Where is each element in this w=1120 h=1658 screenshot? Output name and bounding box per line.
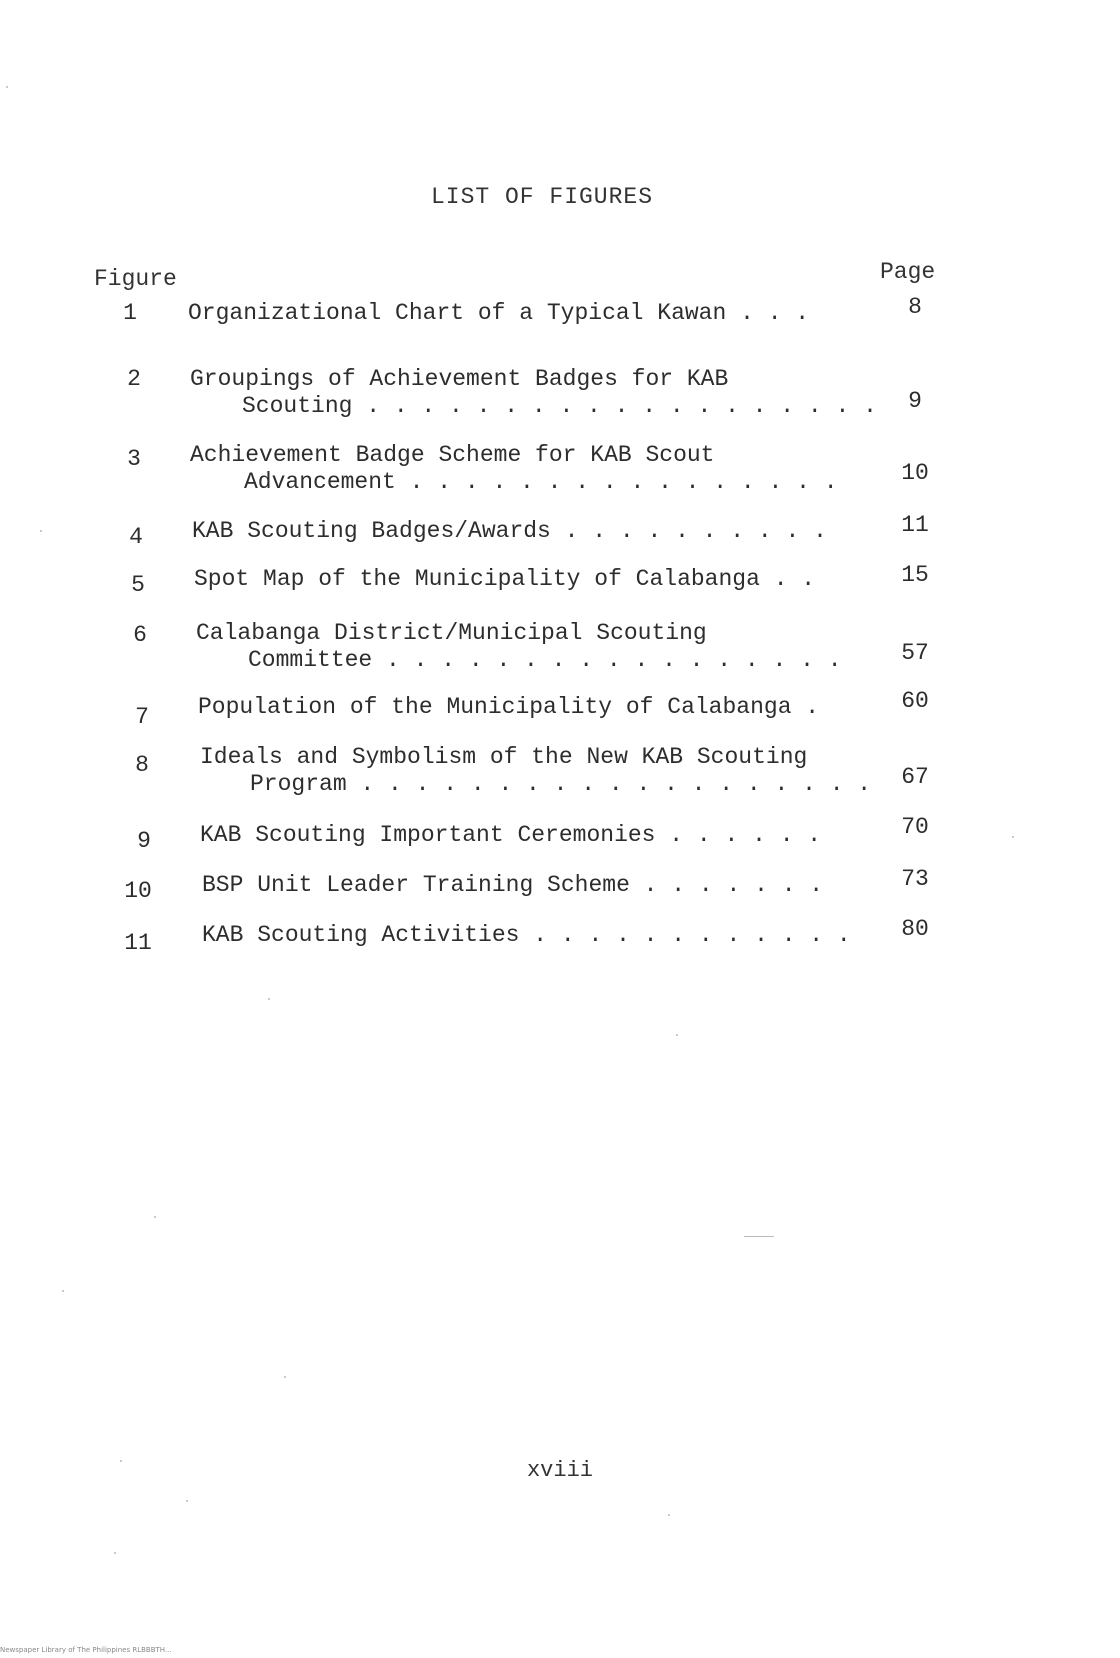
scan-speck <box>668 1514 670 1516</box>
scan-footer-text: Newspaper Library of The Philippines RLBBBTH... <box>0 1646 172 1654</box>
page-number-footer: xviii <box>526 1458 593 1483</box>
scan-speck <box>1012 836 1014 838</box>
figure-page-number: 8 <box>908 294 922 320</box>
figure-title: Groupings of Achievement Badges for KAB <box>190 366 729 392</box>
scan-speck <box>268 998 270 1000</box>
page-title: LIST OF FIGURES <box>430 184 654 210</box>
figure-title-continued: Scouting . . . . . . . . . . . . . . . . . . . <box>242 393 877 419</box>
scan-speck <box>676 1034 678 1036</box>
figure-number: 11 <box>124 930 152 956</box>
figure-number: 10 <box>124 878 152 904</box>
figure-number: 6 <box>133 622 147 648</box>
figure-page-number: 80 <box>901 916 929 942</box>
figure-title: Calabanga District/Municipal Scouting <box>196 620 707 646</box>
figure-title-continued: Advancement . . . . . . . . . . . . . . . . <box>244 469 838 495</box>
figure-page-number: 73 <box>901 866 929 892</box>
figure-title-continued: Committee . . . . . . . . . . . . . . . . . <box>248 647 842 673</box>
scan-speck <box>120 1460 122 1462</box>
figure-number: 3 <box>127 446 141 472</box>
figure-title: KAB Scouting Badges/Awards . . . . . . . . . . <box>192 518 827 544</box>
figure-column-header: Figure <box>94 266 177 292</box>
figure-title: KAB Scouting Important Ceremonies . . . . . . <box>200 822 822 848</box>
figure-page-number: 9 <box>908 388 922 414</box>
figure-title: Organizational Chart of a Typical Kawan . . . <box>188 300 810 326</box>
figure-number: 7 <box>135 704 149 730</box>
figure-title: KAB Scouting Activities . . . . . . . . . . . . <box>202 922 851 948</box>
figure-number: 1 <box>123 300 137 326</box>
figure-number: 2 <box>127 366 141 392</box>
figure-page-number: 57 <box>901 640 929 666</box>
figure-page-number: 67 <box>901 764 929 790</box>
figure-title: Population of the Municipality of Calabanga . <box>198 694 820 720</box>
figure-title: Achievement Badge Scheme for KAB Scout <box>190 442 715 468</box>
figure-number: 4 <box>129 524 143 550</box>
figure-page-number: 11 <box>901 512 929 538</box>
figure-title-continued: Program . . . . . . . . . . . . . . . . . . . <box>250 771 872 797</box>
page-column-header: Page <box>880 259 936 285</box>
figure-title: Spot Map of the Municipality of Calabanga . . <box>194 566 816 592</box>
figure-title: BSP Unit Leader Training Scheme . . . . . . . <box>202 872 824 898</box>
figure-page-number: 60 <box>901 688 929 714</box>
figure-page-number: 15 <box>901 562 929 588</box>
scan-speck <box>62 1290 64 1292</box>
scan-speck <box>114 1552 116 1554</box>
figure-number: 8 <box>135 752 149 778</box>
scan-speck <box>284 1376 286 1378</box>
figure-page-number: 10 <box>901 460 929 486</box>
figure-number: 5 <box>131 572 145 598</box>
scan-speck <box>40 530 42 532</box>
figure-page-number: 70 <box>901 814 929 840</box>
figure-title: Ideals and Symbolism of the New KAB Scouting <box>200 744 808 770</box>
scan-speck <box>186 1500 188 1502</box>
scan-speck <box>744 1236 774 1237</box>
scan-speck <box>6 86 8 88</box>
figure-number: 9 <box>137 828 151 854</box>
scan-speck <box>154 1216 156 1218</box>
